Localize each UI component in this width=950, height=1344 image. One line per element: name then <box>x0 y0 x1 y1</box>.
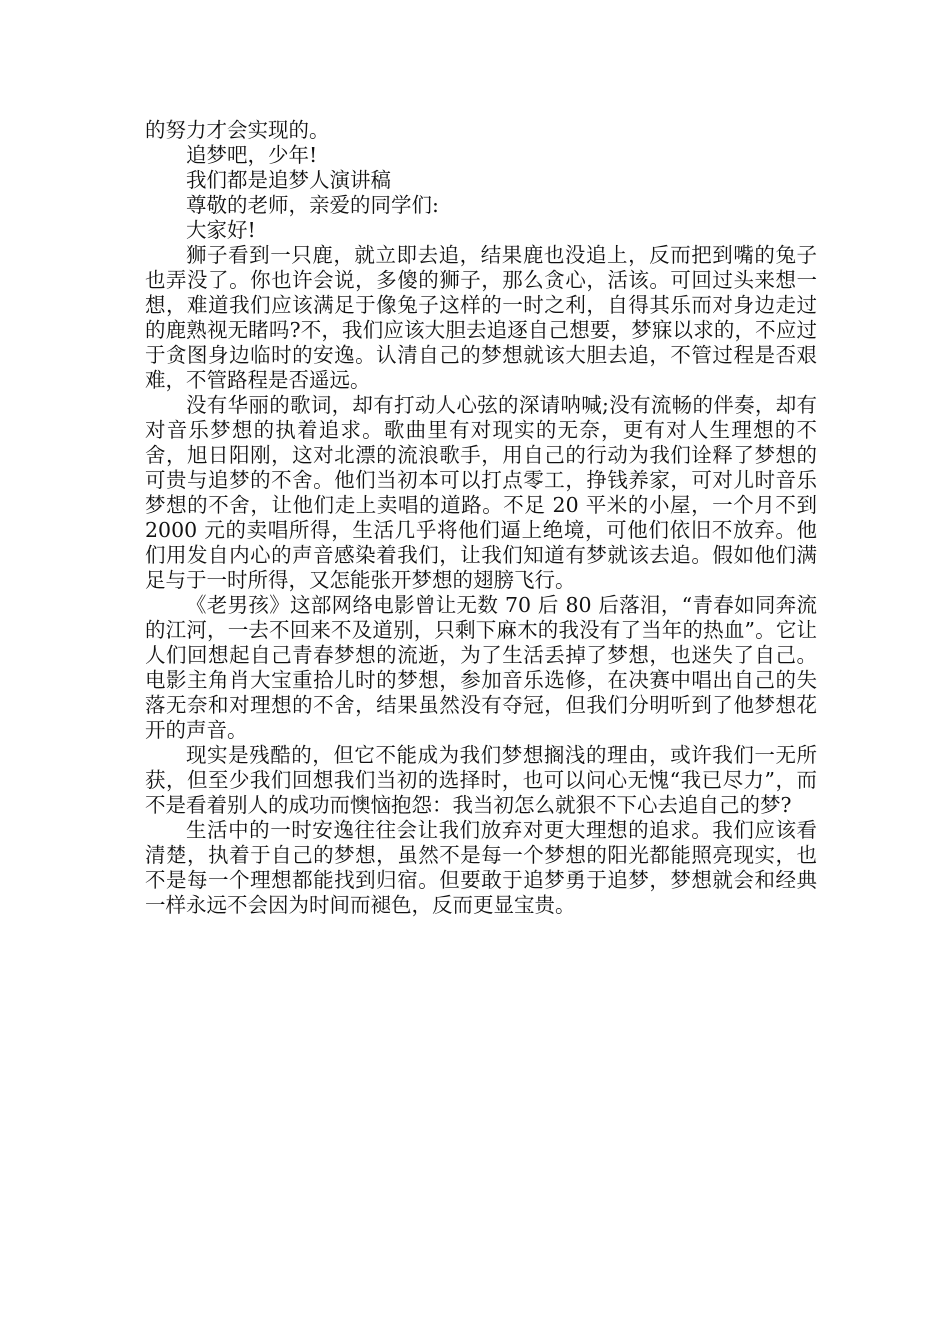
document-body <box>145 118 817 918</box>
paragraph-conclusion: 生活中的一时安逸往往会让我们放弃对更大理想的追求。我们应该看清楚，执着于自己的梦想，虽然不是每一个梦想的阳光都能照亮现实，也不是每一个理想都能找到归宿。但要敢于追梦勇于追梦，梦想就会和经典一样永远不会因为时间而褪色，反而更显宝贵。 <box>145 818 817 917</box>
salutation: 尊敬的老师，亲爱的同学们: <box>186 193 439 217</box>
paragraph-lion: 狮子看到一只鹿，就立即去追，结果鹿也没追上，反而把到嘴的兔子也弄没了。你也许会说，多傻的狮子，那么贪心，活该。可回过头来想一想，难道我们应该满足于像兔子这样的一时之利，自得其乐而对身边走过的鹿熟视无睹吗?不，我们应该大胆去追逐自己想要，梦寐以求的，不应过于贪图身边临时的安逸。认清自己的梦想就该大胆去追，不管过程是否艰难，不管路程是否遥远。 <box>145 243 817 392</box>
speech-title: 我们都是追梦人演讲稿 <box>186 168 391 192</box>
paragraph-continuation: 的努力才会实现的。 <box>145 118 330 142</box>
greeting: 大家好! <box>186 218 256 242</box>
paragraph-slogan: 追梦吧，少年! <box>186 143 318 167</box>
paragraph-singers: 没有华丽的歌词，却有打动人心弦的深请呐喊;没有流畅的伴奏，却有对音乐梦想的执着追求。歌曲里有对现实的无奈，更有对人生理想的不舍，旭日阳刚，这对北漂的流浪歌手，用自己的行动为我们诠释了梦想的可贵与追梦的不舍。他们当初本可以打点零工，挣钱养家，可对儿时音乐梦想的不舍，让他们走上卖唱的道路。不足 20 平米的小屋，一个月不到 2000 元的卖唱所得，生活几乎将他们逼上绝境，可他们依旧不放弃。他们用发自内心的声音感染着我们，让我们知道有梦就该去追。假如他们满足与于一时所得，又怎能张开梦想的翅膀飞行。 <box>145 393 817 592</box>
paragraph-old-boys: 《老男孩》这部网络电影曾让无数 70 后 80 后落泪，“青春如同奔流的江河，一去不回来不及道别，只剩下麻木的我没有了当年的热血”。它让人们回想起自己青春梦想的流逝，为了生活丢掉了梦想，也迷失了自己。电影主角肖大宝重拾儿时的梦想，参加音乐选修，在决赛中唱出自己的失落无奈和对理想的不舍，结果虽然没有夺冠，但我们分明听到了他梦想花开的声音。 <box>145 593 817 742</box>
paragraph-reality: 现实是残酷的，但它不能成为我们梦想搁浅的理由，或许我们一无所获，但至少我们回想我们当初的选择时，也可以问心无愧“我已尽力”，而不是看着别人的成功而懊恼抱怨：我当初怎么就狠不下心去追自己的梦? <box>145 743 817 817</box>
